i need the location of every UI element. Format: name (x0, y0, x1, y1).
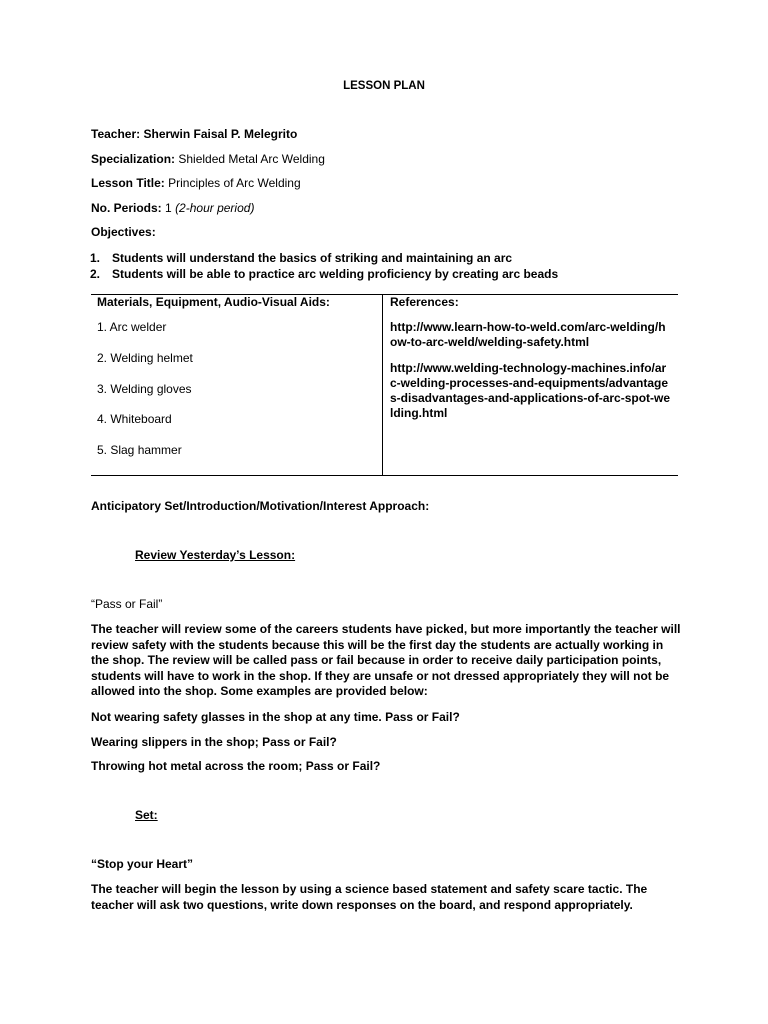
periods-value: 1 (165, 201, 172, 215)
set-paragraph: The teacher will begin the lesson by using a science based statement and safety scare tactic. The teacher will ask two questions, write down responses on the board, and respond appropriately. (91, 882, 648, 912)
lesson-title-field (91, 176, 301, 191)
reference-link[interactable]: http://www.welding-technology-machines.info/arc-welding-processes-and-equipments/advantages-disadvantages-and-applications-of-arc-spot-welding.html (390, 361, 671, 420)
set-heading: Set: (135, 808, 158, 822)
objective-item (90, 250, 558, 266)
objective-item (90, 266, 559, 282)
teacher-field (91, 127, 297, 142)
material-item: 5. Slag hammer (97, 443, 182, 457)
specialization-label: Specialization: (91, 152, 176, 166)
review-heading: Review Yesterday’s Lesson: (135, 548, 296, 562)
lesson-title-label: Lesson Title: (91, 176, 165, 190)
materials-references-table (91, 294, 678, 476)
table-divider (382, 295, 383, 475)
materials-header: Materials, Equipment, Audio-Visual Aids: (97, 295, 330, 309)
review-example: Throwing hot metal across the room; Pass or Fail? (91, 759, 381, 773)
objective-number: 1. (90, 251, 101, 265)
reference-link[interactable]: http://www.learn-how-to-weld.com/arc-welding/how-to-arc-weld/welding-safety.html (390, 320, 666, 349)
specialization-value: Shielded Metal Arc Welding (178, 152, 325, 166)
review-example: Not wearing safety glasses in the shop at any time. Pass or Fail? (91, 710, 460, 724)
objective-text: Students will be able to practice arc welding proficiency by creating arc beads (112, 267, 559, 281)
lesson-title-value: Principles of Arc Welding (168, 176, 301, 190)
periods-field (91, 201, 254, 216)
anticipatory-heading: Anticipatory Set/Introduction/Motivation/Interest Approach: (91, 499, 430, 513)
review-example: Wearing slippers in the shop; Pass or Fail? (91, 735, 337, 749)
objectives-list (90, 250, 559, 282)
references-header: References: (390, 295, 459, 309)
review-subtitle: “Pass or Fail” (91, 597, 163, 611)
objective-text: Students will understand the basics of striking and maintaining an arc (112, 251, 513, 265)
review-paragraph: The teacher will review some of the careers students have picked, but more importantly the teacher will review safety with the students because this will be the first day the students are actually working in the shop. The review will be called pass or fail because in order to receive daily participation points, students will have to work in the shop. If they are unsafe or not dressed appropriately they will not be allowed into the shop. Some examples are provided below: (91, 622, 681, 698)
teacher-label: Teacher: (91, 127, 141, 141)
objective-number: 2. (90, 267, 101, 281)
set-subtitle: “Stop your Heart” (91, 857, 194, 871)
material-item: 3. Welding gloves (97, 382, 192, 396)
objectives-heading: Objectives: (91, 225, 156, 239)
teacher-value: Sherwin Faisal P. Melegrito (143, 127, 298, 141)
specialization-field (91, 152, 325, 167)
document-title: LESSON PLAN (343, 80, 425, 92)
material-item: 1. Arc welder (97, 320, 167, 334)
material-item: 2. Welding helmet (97, 351, 193, 365)
periods-label: No. Periods: (91, 201, 162, 215)
periods-note: (2-hour period) (175, 201, 255, 215)
material-item: 4. Whiteboard (97, 412, 172, 426)
